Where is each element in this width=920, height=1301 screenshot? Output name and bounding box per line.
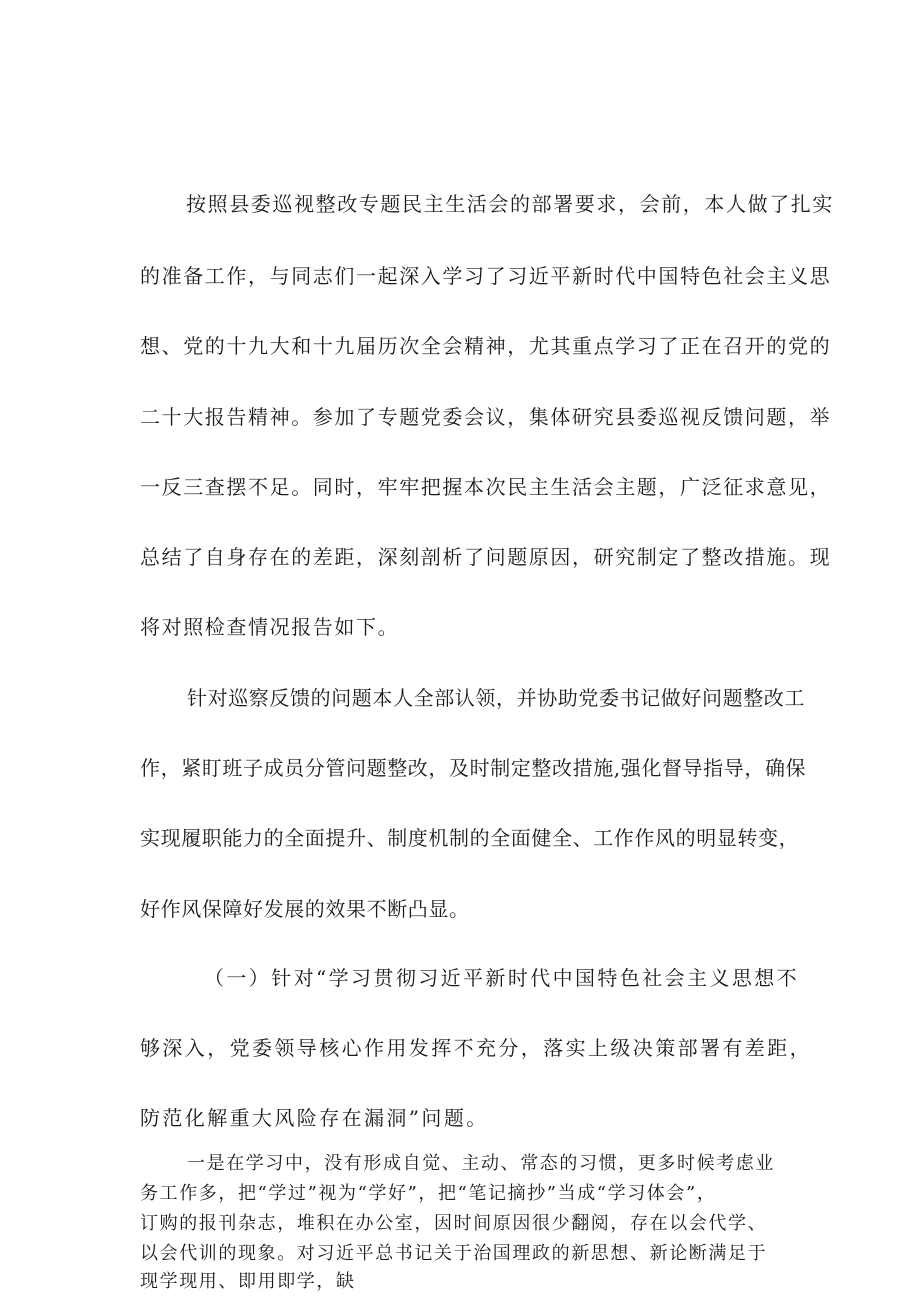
- paragraph-1-line-4: 二十大报告精神。参加了专题党委会议，集体研究县委巡视反馈问题，举: [140, 405, 832, 429]
- paragraph-3-line-3: 订购的报刊杂志，堆积在办公室，因时间原因很少翻阅，存在以会代学、: [140, 1213, 768, 1234]
- paragraph-3-line-4: 以会代训的现象。对习近平总书记关于治国理政的新思想、新论断满足于: [140, 1243, 768, 1264]
- paragraph-1-line-1: 按照县委巡视整改专题民主生活会的部署要求，会前，本人做了扎实: [186, 192, 834, 216]
- paragraph-2-line-3: 实现履职能力的全面提升、制度机制的全面健全、工作作风的明显转变，: [140, 826, 800, 850]
- paragraph-1-line-7: 将对照检查情况报告如下。: [140, 615, 400, 639]
- heading-1-line-2: 够深入，党委领导核心作用发挥不充分，落实上级决策部署有差距，: [140, 1036, 812, 1060]
- paragraph-3-line-5: 现学现用、即用即学，缺: [140, 1271, 356, 1292]
- paragraph-1-line-6: 总结了自身存在的差距，深刻剖析了问题原因，研究制定了整改措施。现: [140, 545, 832, 569]
- paragraph-1-line-2: 的准备工作，与同志们一起深入学习了习近平新时代中国特色社会主义思: [140, 264, 832, 288]
- paragraph-2-line-1: 针对巡察反馈的问题本人全部认领，并协助党委书记做好问题整改工: [187, 686, 805, 710]
- paragraph-2-line-4: 好作风保障好发展的效果不断凸显。: [140, 897, 470, 921]
- heading-1-line-1: （一）针对“学习贯彻习近平新时代中国特色社会主义思想不: [204, 966, 800, 990]
- paragraph-3-line-1: 一是在学习中，没有形成自觉、主动、常态的习惯，更多时候考虑业: [187, 1153, 775, 1174]
- heading-1-line-3: 防范化解重大风险存在漏洞”问题。: [140, 1106, 489, 1130]
- paragraph-1-line-5: 一反三查摆不足。同时，牢牢把握本次民主生活会主题，广泛征求意见，: [140, 475, 832, 499]
- paragraph-1-line-3: 想、党的十九大和十九届历次全会精神，尤其重点学习了正在召开的党的: [140, 334, 832, 358]
- paragraph-2-line-2: 作，紧盯班子成员分管问题整改，及时制定整改措施,强化督导指导，确保: [140, 756, 807, 780]
- paragraph-3-line-2: 务工作多，把“学过”视为“学好”，把“笔记摘抄”当成“学习体会”，: [140, 1183, 717, 1204]
